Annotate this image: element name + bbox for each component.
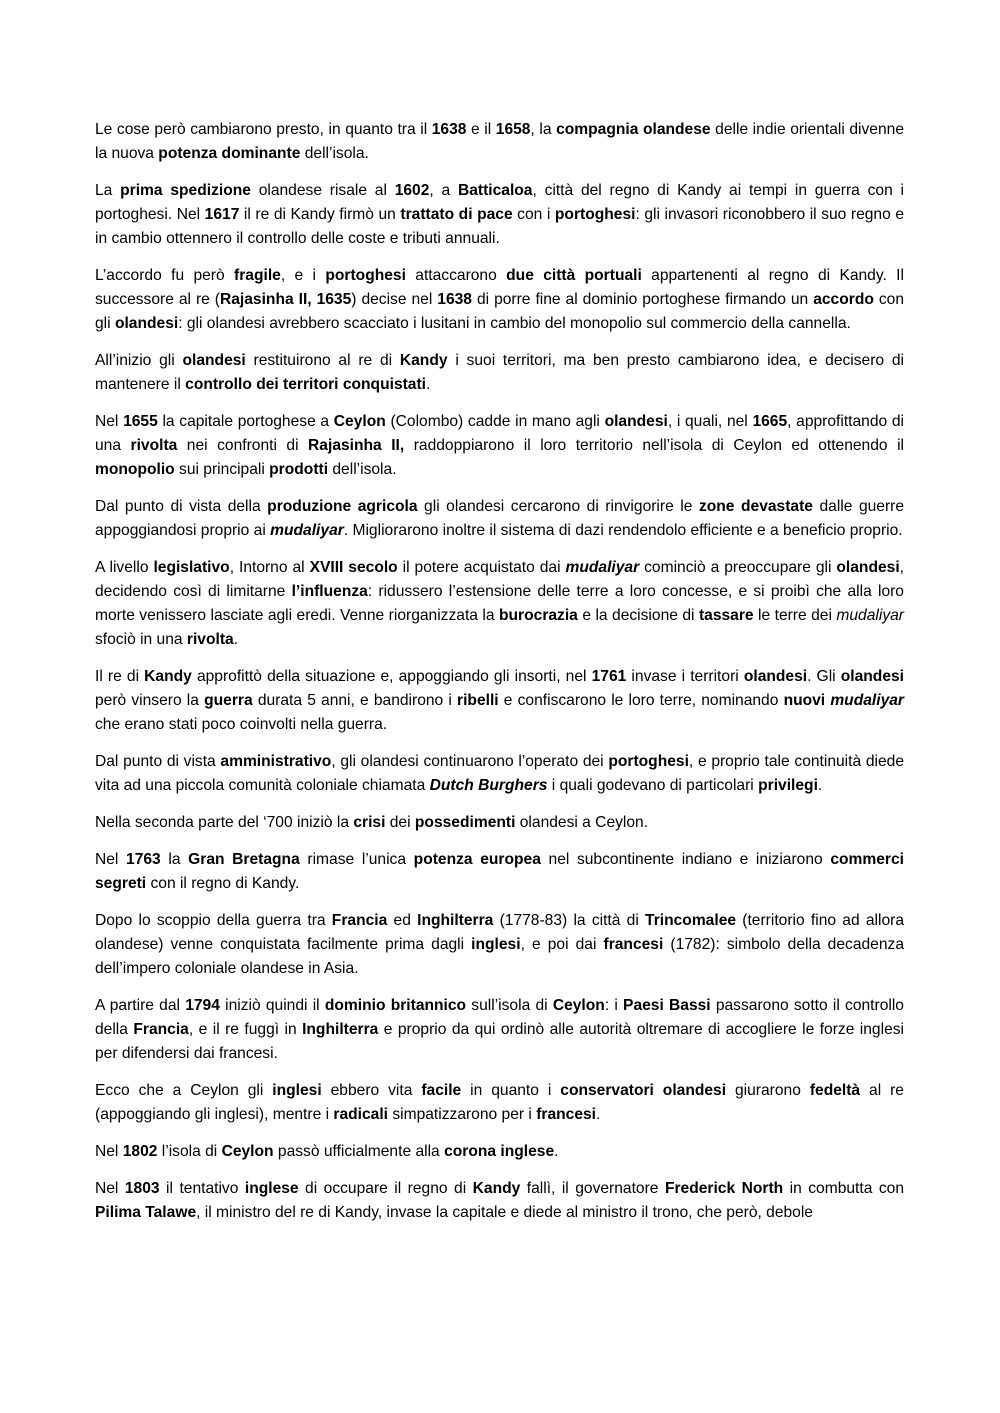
text-run: Nel [95,1143,123,1160]
text-run: , e poi dai [520,936,604,953]
text-run: Dopo lo scoppio della guerra tra [95,912,332,929]
text-run: nel subcontinente indiano e iniziarono [540,851,831,868]
text-run: Nel [95,851,127,868]
text-run: olandese risale al [250,182,395,199]
bold-italic-text: mudaliyar [565,559,640,576]
bold-text: XVIII secolo [309,559,398,576]
text-run: i suoi territori, ma ben presto cambiarono idea, e decisero di mantenere il [95,352,904,393]
text-run: passò ufficialmente alla [273,1143,445,1160]
text-run: la [160,851,189,868]
bold-text: 1617 [204,206,240,223]
text-run: All’inizio gli [95,352,183,369]
bold-text: 1638 [431,121,467,138]
bold-text: Kandy [144,668,192,685]
bold-text: ribelli [457,692,499,709]
bold-text: Inghilterra [417,912,494,929]
bold-text: nuovi [783,692,831,709]
bold-text: olandesi [836,559,900,576]
bold-text: inglesi [471,936,521,953]
bold-text: prodotti [269,461,329,478]
paragraph [95,750,904,798]
paragraph [95,994,904,1066]
paragraph [95,1140,904,1164]
bold-text: portoghesi [608,753,689,770]
bold-text: 1655 [123,413,158,430]
paragraph [95,556,904,652]
bold-text: potenza europea [413,851,541,868]
text-run: passarono sotto il controllo della [95,997,904,1038]
text-run: (territorio fino ad allora olandese) venne conquistata facilmente prima dagli [95,912,904,953]
text-run: olandesi a Ceylon. [515,814,649,831]
text-run: ebbero vita [321,1082,422,1099]
text-run: con i [512,206,555,223]
paragraph [95,495,904,543]
bold-text: possedimenti [414,814,516,831]
bold-text: due città portuali [506,267,642,284]
text-run: , Intorno al [229,559,310,576]
text-run: , decidendo così di limitarne [95,559,905,600]
bold-text: accordo [813,291,874,308]
text-run: Nel [95,413,124,430]
text-run: Dal punto di vista della [95,498,268,515]
bold-text: potenza dominante [158,145,301,162]
bold-text: dominio britannico [324,997,467,1014]
bold-text: inglesi [272,1082,322,1099]
bold-text: legislativo [153,559,230,576]
bold-text: tassare [698,607,754,624]
text-run: con gli [95,291,904,332]
text-run: approfittò della situazione e, appoggiando gli insorti, nel [191,668,592,685]
text-run: durata 5 anni, e bandirono i [252,692,458,709]
text-run: che erano stati poco coinvolti nella guerra. [95,716,388,733]
paragraph [95,909,904,981]
text-run: : gli invasori riconobbero il suo regno e in cambio ottennero il controllo delle coste e tributi annuali. [95,206,905,247]
bold-text: controllo dei territori conquistati [185,376,427,393]
bold-text: rivolta [130,437,178,454]
text-run: L’accordo fu però [95,267,235,284]
text-run: e la decisione di [577,607,699,624]
text-run: , il ministro del re di Kandy, invase la capitale e diede al ministro il trono, che però, debole [196,1204,813,1221]
text-run: (1782): simbolo della decadenza dell’impero coloniale olandese in Asia. [95,936,904,977]
bold-text: privilegi [758,777,818,794]
bold-text: Trincomalee [645,912,737,929]
bold-italic-text: mudaliyar [270,522,344,539]
paragraph [95,811,904,835]
text-run: (Colombo) cadde in mano agli [385,413,605,430]
bold-text: 1803 [124,1180,160,1197]
bold-text: Kandy [399,352,448,369]
text-run: Le cose però cambiarono presto, in quanto tra il [95,121,432,138]
bold-text: olandesi [114,315,179,332]
bold-text: Inghilterra [302,1021,379,1038]
text-run: con il regno di Kandy. [146,875,300,892]
paragraph [95,1177,904,1225]
bold-text: trattato di pace [400,206,513,223]
text-run: delle indie orientali divenne la nuova [95,121,904,162]
text-run: Nel [95,1180,125,1197]
bold-text: Rajasinha II, [308,437,405,454]
text-run: , e il re fuggì in [188,1021,303,1038]
bold-text: olandesi [743,668,808,685]
text-run: sui principali [174,461,270,478]
bold-text: 1602 [394,182,430,199]
text-run: però vinsero la [95,692,205,709]
text-run: (1778-83) la città di [493,912,646,929]
paragraph [95,118,904,166]
text-run: sfociò in una [95,631,187,648]
bold-text: monopolio [95,461,175,478]
bold-text: facile [421,1082,462,1099]
text-run: . [554,1143,559,1160]
document-body [95,118,904,1238]
text-run: attaccarono [405,267,507,284]
bold-text: corona inglese [444,1143,555,1160]
bold-text: fedeltà [809,1082,861,1099]
text-run: gli olandesi cercarono di rinvigorire le [417,498,699,515]
paragraph [95,179,904,251]
bold-text: guerra [204,692,253,709]
text-run: cominciò a preoccupare gli [639,559,837,576]
text-run: la capitale portoghese a [157,413,334,430]
bold-text: Francia [331,912,388,929]
text-run: di occupare il regno di [298,1180,473,1197]
text-run: Dal punto di vista [95,753,221,770]
bold-text: burocrazia [499,607,578,624]
bold-text: produzione agricola [267,498,418,515]
text-run: La [95,182,121,199]
text-run: raddoppiarono il loro territorio nell’isola di Ceylon ed ottenendo il [404,437,904,454]
text-run: l’isola di [157,1143,222,1160]
text-run: invase i territori [626,668,744,685]
bold-text: rivolta [186,631,234,648]
bold-text: Pilima Talawe [95,1204,197,1221]
bold-text: olandesi [604,413,668,430]
text-run: fallì, il governatore [520,1180,665,1197]
bold-text: crisi [353,814,386,831]
text-run: e proprio da qui ordinò alle autorità oltremare di accogliere le forze inglesi per difendersi dai francesi. [95,1021,904,1062]
text-run: dei [385,814,415,831]
text-run: A partire dal [95,997,186,1014]
bold-text: Rajasinha II, 1635 [219,291,352,308]
bold-italic-text: mudaliyar [830,692,904,709]
bold-text: Ceylon [333,413,386,430]
paragraph [95,264,904,336]
text-run: in combutta con [783,1180,905,1197]
text-run: Nella seconda parte del ‘700 iniziò la [95,814,354,831]
bold-text: 1638 [437,291,472,308]
text-run: A livello [95,559,154,576]
bold-text: l’influenza [291,583,368,600]
text-run: le terre dei [753,607,837,624]
italic-text: mudaliyar [836,607,904,624]
text-run: : ridussero l’estensione delle terre a loro concesse, e si proibì che alla loro morte venissero lasciate agli eredi. Venne riorganizzata la [95,583,904,624]
text-run: giurarono [726,1082,810,1099]
text-run: i quali godevano di particolari [547,777,759,794]
text-run: , e proprio tale continuità diede vita ad una piccola comunità coloniale chiamata [95,753,904,794]
text-run: in quanto i [461,1082,561,1099]
bold-text: Frederick North [664,1180,784,1197]
text-run: , approfittando di una [95,413,905,454]
text-run: ed [387,912,418,929]
text-run: iniziò quindi il [219,997,325,1014]
bold-text: portoghesi [325,267,406,284]
bold-text: 1665 [752,413,788,430]
text-run: simpatizzarono per i [388,1106,537,1123]
text-run: appartenenti al regno di Kandy. Il successore al re ( [95,267,904,308]
text-run: . [596,1106,601,1123]
text-run: il potere acquistato dai [397,559,566,576]
text-run: , gli olandesi continuarono l’operato dei [331,753,609,770]
text-run: dell’isola. [300,145,369,162]
text-run: e il [466,121,496,138]
bold-text: compagnia olandese [556,121,711,138]
text-run: al re (appoggiando gli inglesi), mentre i [95,1082,904,1123]
text-run: il re di Kandy firmò un [239,206,401,223]
text-run: . [426,376,431,393]
bold-text: Ceylon [221,1143,274,1160]
bold-italic-text: Dutch Burghers [429,777,548,794]
paragraph [95,349,904,397]
bold-text: Paesi Bassi [623,997,711,1014]
text-run: . Migliorarono inoltre il sistema di dazi rendendolo efficiente e a beneficio proprio. [343,522,903,539]
text-run: , a [429,182,458,199]
bold-text: commerci segreti [95,851,904,892]
bold-text: Francia [133,1021,189,1038]
paragraph [95,410,904,482]
text-run: . Gli [807,668,841,685]
text-run: , la [530,121,557,138]
text-run: sull’isola di [466,997,553,1014]
text-run: . [817,777,823,794]
bold-text: Gran Bretagna [188,851,300,868]
text-run: Il re di [95,668,145,685]
bold-text: olandesi [840,668,905,685]
bold-text: 1761 [591,668,627,685]
paragraph [95,1079,904,1127]
bold-text: prima spedizione [120,182,251,199]
text-run: restituirono al re di [245,352,400,369]
text-run: . [233,631,239,648]
bold-text: portoghesi [554,206,636,223]
text-run: ) decise nel [351,291,438,308]
text-run: e confiscarono le loro terre, nominando [498,692,784,709]
bold-text: conservatori olandesi [560,1082,727,1099]
bold-text: francesi [603,936,664,953]
bold-text: francesi [536,1106,597,1123]
text-run: rimase l’unica [299,851,414,868]
text-run: il tentativo [159,1180,245,1197]
text-run: : i [604,997,624,1014]
text-run: di porre fine al dominio portoghese firmando un [471,291,814,308]
text-run: : gli olandesi avrebbero scacciato i lusitani in cambio del monopolio sul commercio della cannella. [178,315,851,332]
text-run: , città del regno di Kandy ai tempi in guerra con i portoghesi. Nel [95,182,904,223]
bold-text: fragile [234,267,281,284]
paragraph [95,848,904,896]
bold-text: 1658 [495,121,531,138]
text-run: , e i [280,267,326,284]
bold-text: inglese [244,1180,299,1197]
text-run: Ecco che a Ceylon gli [95,1082,273,1099]
bold-text: zone devastate [698,498,813,515]
text-run: nei confronti di [177,437,309,454]
text-run: dalle guerre appoggiandosi proprio ai [95,498,905,539]
bold-text: radicali [333,1106,388,1123]
text-run: dell’isola. [328,461,397,478]
bold-text: amministrativo [220,753,332,770]
bold-text: 1763 [126,851,161,868]
bold-text: 1802 [122,1143,158,1160]
bold-text: Kandy [472,1180,521,1197]
bold-text: Ceylon [552,997,605,1014]
paragraph [95,665,904,737]
bold-text: olandesi [182,352,246,369]
bold-text: Batticaloa [457,182,533,199]
text-run: , i quali, nel [667,413,753,430]
bold-text: 1794 [185,997,220,1014]
